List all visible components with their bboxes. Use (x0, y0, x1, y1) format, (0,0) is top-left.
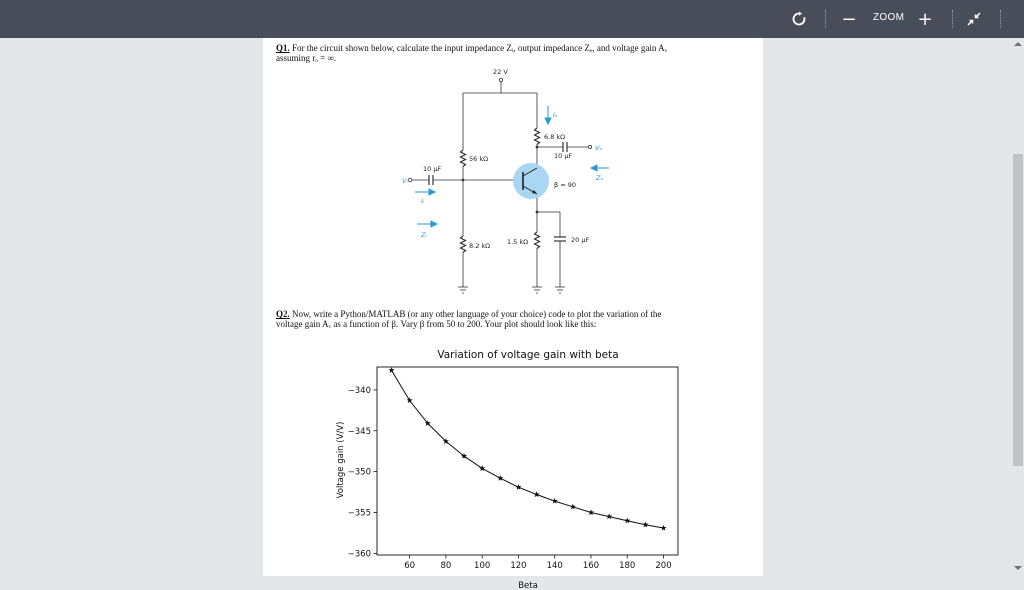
x-tick-label: 100 (474, 561, 491, 571)
x-tick-label: 200 (655, 561, 672, 571)
zo-label: Zₒ (596, 174, 604, 182)
x-tick-label: 60 (404, 561, 416, 571)
vcc-label: 22 V (493, 68, 508, 76)
rotate-icon (791, 11, 807, 27)
question-1-number: Q1. (276, 43, 290, 53)
x-tick-label: 160 (582, 561, 600, 571)
y-tick-label: −360 (347, 549, 371, 560)
toolbar-separator (1000, 10, 1001, 28)
r2-label: 8.2 kΩ (469, 242, 491, 250)
question-1 (276, 43, 746, 63)
beta-label: β = 90 (554, 181, 576, 189)
zoom-label: ZOOM (873, 12, 905, 23)
vi-label: Vᵢ (402, 177, 408, 185)
question-2-line1: Now, write a Python/MATLAB (or any other language of your choice) code to plot the variation of the (292, 309, 662, 319)
scroll-down-arrow[interactable] (1014, 566, 1022, 570)
x-axis-label: Beta (518, 581, 538, 590)
x-tick-label: 80 (440, 561, 452, 571)
cout-label: 10 μF (554, 152, 573, 160)
scrollbar-thumb[interactable] (1013, 154, 1023, 466)
y-tick-label: −350 (347, 467, 371, 478)
question-2 (276, 309, 746, 329)
question-1-line2: assuming rₒ = ∞. (276, 53, 337, 63)
cin-label: 10 μF (423, 165, 442, 173)
question-2-line2: voltage gain Aᵥ as a function of β. Vary β from 50 to 200. Your plot should look like this: (276, 319, 597, 329)
r1-label: 56 kΩ (469, 155, 489, 163)
refresh-button[interactable] (786, 0, 812, 38)
zoom-out-button[interactable]: − (841, 8, 857, 30)
x-tick-label: 120 (510, 561, 527, 571)
rc-label: 6.8 kΩ (544, 133, 566, 141)
bjt-amplifier-circuit (263, 62, 763, 302)
y-tick-label: −355 (347, 508, 371, 519)
vo-label: Vₒ (595, 144, 603, 152)
y-tick-label: −340 (347, 385, 371, 396)
question-2-number: Q2. (276, 309, 290, 319)
x-tick-label: 180 (619, 561, 636, 571)
y-axis-label: Voltage gain (V/V) (336, 421, 346, 499)
voltage-gain-chart (263, 342, 763, 590)
toolbar-separator (952, 10, 953, 28)
document-viewer[interactable] (0, 38, 1024, 590)
collapse-arrows-icon (967, 12, 981, 26)
chart-title: Variation of voltage gain with beta (437, 349, 619, 361)
zi-label: Zᵢ (421, 231, 427, 239)
plot-area (377, 367, 678, 555)
y-tick-label: −345 (347, 426, 371, 437)
ii-label: Iᵢ (421, 197, 425, 205)
io-label: Iₒ (553, 111, 558, 119)
re-label: 1.5 kΩ (507, 238, 529, 246)
ce-label: 20 μF (571, 236, 590, 244)
x-tick-label: 140 (546, 561, 563, 571)
zoom-in-button[interactable]: + (917, 8, 933, 30)
x-axis (404, 555, 671, 571)
toolbar-separator (825, 10, 826, 28)
transistor-highlight (513, 163, 549, 199)
question-1-line1: For the circuit shown below, calculate the input impedance Zᵢ, output impedance Zₒ, and voltage gain Aᵥ (292, 43, 668, 53)
scroll-up-arrow[interactable] (1014, 42, 1022, 46)
document-page (263, 38, 763, 590)
y-axis (348, 386, 377, 559)
fullscreen-toggle-button[interactable] (962, 0, 986, 38)
viewer-toolbar (0, 0, 1024, 38)
